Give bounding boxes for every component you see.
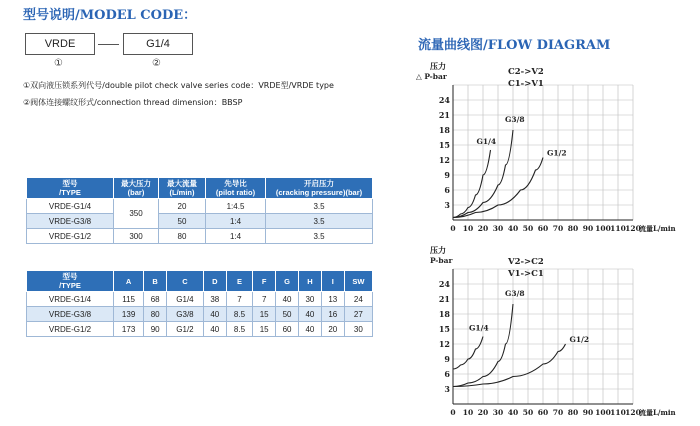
model-code-title: 型号说明/MODEL CODE： [23, 8, 197, 23]
dim-cell-value: 80 [144, 307, 167, 322]
spec-cell-ratio: 1:4.5 [206, 199, 266, 214]
dimension-table [26, 270, 373, 337]
dim-header-d: D [203, 271, 226, 292]
y-axis-title: 压力 [430, 245, 446, 255]
series-label: G1/4 [469, 323, 489, 333]
spec-cell-ratio: 1:4 [206, 214, 266, 229]
dim-header-b: B [144, 271, 167, 292]
series-line-G1-2 [453, 344, 566, 387]
y-axis-unit: △ P-bar [416, 72, 447, 81]
dim-cell-value: G1/2 [167, 322, 204, 337]
x-tick-label: 110 [610, 224, 626, 233]
dim-cell-value: 7 [253, 292, 276, 307]
x-tick-label: 80 [567, 408, 579, 417]
spec-cell-flow: 50 [159, 214, 206, 229]
flow-chart-upper [410, 62, 694, 242]
dim-cell-value: 40 [203, 307, 226, 322]
x-tick-label: 40 [507, 408, 519, 417]
x-tick-label: 50 [522, 408, 534, 417]
y-tick-label: 9 [444, 354, 450, 364]
spec-cell-pressure: 300 [114, 229, 159, 244]
table-row [27, 292, 373, 307]
spec-cell-type: VRDE-G1/4 [27, 199, 114, 214]
x-tick-label: 90 [582, 224, 594, 233]
dim-cell-value: 40 [203, 322, 226, 337]
dim-cell-value: G3/8 [167, 307, 204, 322]
x-tick-label: 90 [582, 408, 594, 417]
dim-cell-value: 50 [276, 307, 299, 322]
spec-cell-type: VRDE-G3/8 [27, 214, 114, 229]
model-code-mark-2: ② [152, 58, 161, 69]
x-tick-label: 110 [610, 408, 626, 417]
y-tick-label: 18 [438, 309, 450, 319]
y-tick-label: 6 [444, 369, 450, 379]
dim-cell-type: VRDE-G3/8 [27, 307, 114, 322]
y-tick-label: 3 [444, 384, 450, 394]
x-tick-label: 60 [537, 224, 549, 233]
x-tick-label: 100 [595, 224, 611, 233]
x-axis-unit: 流量L/min [639, 224, 676, 233]
table-row [27, 214, 373, 229]
dim-header-f: F [253, 271, 276, 292]
y-tick-label: 15 [438, 140, 450, 150]
y-tick-label: 24 [438, 279, 450, 289]
y-tick-label: 9 [444, 170, 450, 180]
dim-cell-type: VRDE-G1/2 [27, 322, 114, 337]
dim-cell-value: 27 [344, 307, 372, 322]
spec-header-pressure: 最大压力 (bar) [114, 178, 159, 199]
dim-cell-value: 90 [144, 322, 167, 337]
dim-cell-value: 15 [253, 307, 276, 322]
series-label: G3/8 [505, 289, 525, 298]
dim-cell-value: 7 [226, 292, 253, 307]
x-tick-label: 20 [477, 408, 489, 417]
dim-cell-value: 15 [253, 322, 276, 337]
dim-cell-value: 20 [321, 322, 344, 337]
dim-header-e: E [226, 271, 253, 292]
x-tick-label: 100 [595, 408, 611, 417]
dim-cell-value: 68 [144, 292, 167, 307]
spec-cell-cracking: 3.5 [266, 199, 373, 214]
x-tick-label: 10 [462, 408, 474, 417]
x-tick-label: 80 [567, 224, 579, 233]
dim-cell-value: 16 [321, 307, 344, 322]
y-tick-label: 12 [438, 339, 450, 349]
dim-cell-value: 38 [203, 292, 226, 307]
spec-cell-flow: 20 [159, 199, 206, 214]
table-row [27, 307, 373, 322]
x-tick-label: 30 [492, 224, 504, 233]
spec-header-flow: 最大流量 (L/min) [159, 178, 206, 199]
y-axis-title: 压力 [430, 61, 446, 71]
table-row [27, 199, 373, 214]
dim-header-g: G [276, 271, 299, 292]
x-tick-label: 40 [507, 224, 519, 233]
dim-cell-value: 40 [299, 322, 322, 337]
dim-header-sw: SW [344, 271, 372, 292]
x-tick-label: 60 [537, 408, 549, 417]
dim-header-i: I [321, 271, 344, 292]
table-row [27, 229, 373, 244]
spec-cell-flow: 80 [159, 229, 206, 244]
spec-header-ratio: 先导比 (pilot ratio) [206, 178, 266, 199]
y-tick-label: 3 [444, 200, 450, 210]
y-tick-label: 15 [438, 324, 450, 334]
spec-table [26, 177, 373, 244]
series-label: G1/2 [547, 148, 567, 158]
dim-cell-value: 8.5 [226, 322, 253, 337]
x-tick-label: 0 [450, 224, 456, 233]
y-tick-label: 12 [438, 155, 450, 165]
series-label: G1/2 [569, 335, 590, 344]
direction-label-2: C1->V1 [508, 79, 544, 89]
flow-diagram-title: 流量曲线图/FLOW DIAGRAM [418, 38, 611, 53]
x-tick-label: 10 [462, 224, 474, 233]
dim-cell-value: 30 [344, 322, 372, 337]
y-tick-label: 18 [438, 125, 450, 135]
x-tick-label: 70 [552, 408, 564, 417]
direction-label-1: V2->C2 [508, 257, 544, 267]
x-axis-unit: 流量L/min [639, 408, 676, 417]
dim-cell-value: G1/4 [167, 292, 204, 307]
dim-cell-value: 40 [299, 307, 322, 322]
y-axis-unit: P-bar [430, 256, 453, 265]
series-label: G3/8 [505, 115, 525, 124]
dim-cell-value: 139 [114, 307, 144, 322]
dim-cell-type: VRDE-G1/4 [27, 292, 114, 307]
x-tick-label: 30 [492, 408, 504, 417]
dim-header-c: C [167, 271, 204, 292]
x-tick-label: 20 [477, 224, 489, 233]
dim-cell-value: 13 [321, 292, 344, 307]
x-tick-label: 120 [625, 224, 641, 233]
direction-label-2: V1->C1 [508, 269, 544, 279]
spec-cell-cracking: 3.5 [266, 229, 373, 244]
table-row [27, 322, 373, 337]
x-tick-label: 0 [450, 408, 456, 417]
model-code-thread-box: G1/4 [123, 33, 193, 55]
spec-cell-pressure: 350 [114, 199, 159, 229]
y-tick-label: 6 [444, 185, 450, 195]
y-tick-label: 24 [438, 95, 450, 105]
model-code-note-2: ②阀体连接螺纹形式/connection thread dimension：BBSP [23, 98, 243, 107]
spec-cell-ratio: 1:4 [206, 229, 266, 244]
flow-chart-lower [410, 245, 694, 426]
dim-header-a: A [114, 271, 144, 292]
dim-header-h: H [299, 271, 322, 292]
direction-label-1: C2->V2 [508, 67, 544, 77]
y-tick-label: 21 [438, 110, 450, 120]
dim-cell-value: 24 [344, 292, 372, 307]
dim-cell-value: 115 [114, 292, 144, 307]
series-label: G1/4 [476, 137, 497, 146]
dim-cell-value: 40 [276, 292, 299, 307]
dim-header-type: 型号 /TYPE [27, 271, 114, 292]
model-code-note-1: ①双向液压锁系列代号/double pilot check valve series code：VRDE型/VRDE type [23, 81, 334, 90]
spec-header-type: 型号 /TYPE [27, 178, 114, 199]
y-tick-label: 21 [438, 294, 450, 304]
x-tick-label: 50 [522, 224, 534, 233]
dim-cell-value: 30 [299, 292, 322, 307]
x-tick-label: 70 [552, 224, 564, 233]
model-code-mark-1: ① [54, 58, 63, 69]
x-tick-label: 120 [625, 408, 641, 417]
dim-cell-value: 60 [276, 322, 299, 337]
model-code-series-box: VRDE [25, 33, 95, 55]
spec-cell-cracking: 3.5 [266, 214, 373, 229]
model-code-dash [98, 44, 119, 45]
spec-cell-type: VRDE-G1/2 [27, 229, 114, 244]
spec-header-cracking: 开启压力 (cracking pressure)(bar) [266, 178, 373, 199]
dim-cell-value: 8.5 [226, 307, 253, 322]
dim-cell-value: 173 [114, 322, 144, 337]
